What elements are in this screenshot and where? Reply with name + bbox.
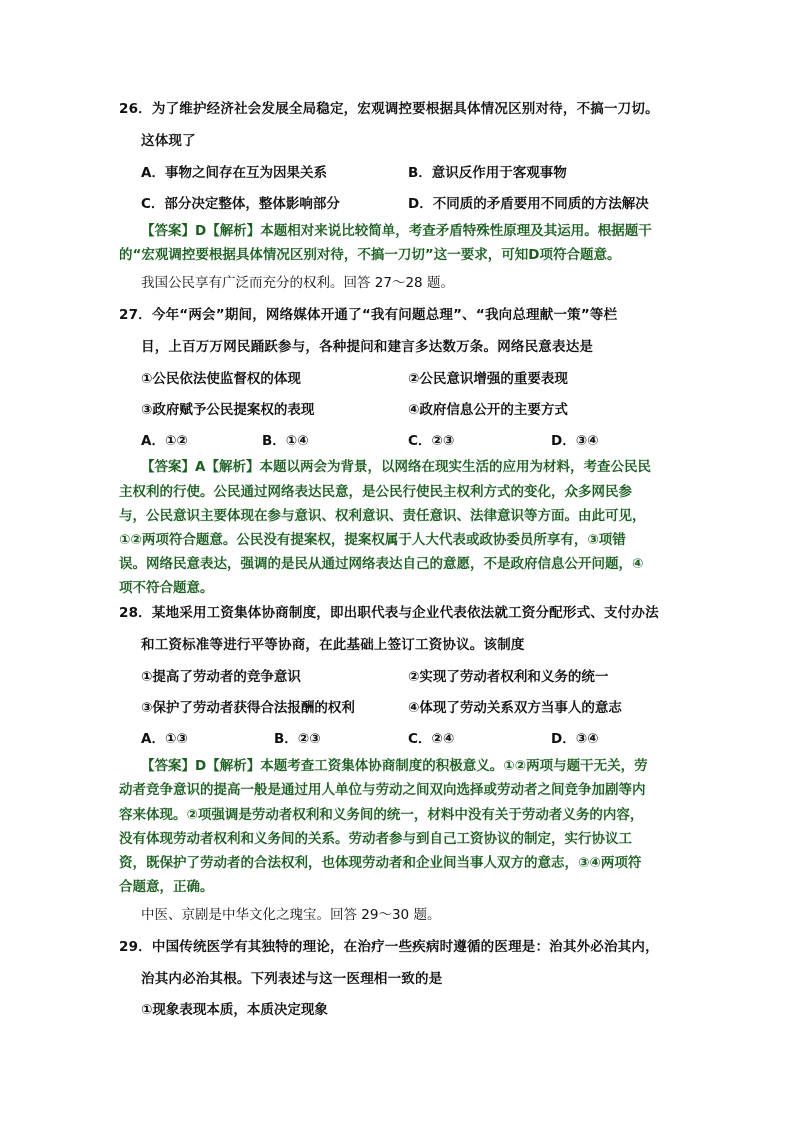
q28-answer-line-5: 资，既保护了劳动者的合法权利，也体现劳动者和企业间当事人双方的意志，③④两项符: [119, 855, 642, 871]
q28-answer-line-6: 合题意，正确。: [119, 879, 214, 895]
q28-statement-2: ②实现了劳动者权利和义务的统一: [408, 669, 609, 685]
q29-stem-line-1: 29．中国传统医学有其独特的理论，在治疗一些疾病时遵循的医理是：治其外必治其内，: [119, 939, 659, 955]
q28-statement-3: ③保护了劳动者获得合法报酬的权利: [141, 700, 355, 716]
q26-stem-line-1: 26．为了维护经济社会发展全局稳定，宏观调控要根据具体情况区别对待，不搞一刀切。: [119, 101, 659, 117]
q28-answer-line-4: 没有体现劳动者权利和义务间的关系。劳动者参与到自己工资协议的制定，实行协议工: [119, 831, 632, 847]
q26-option-b: B．意识反作用于客观事物: [408, 165, 567, 181]
intro-27-28: 我国公民享有广泛而充分的权利。回答 27～28 题。: [141, 275, 454, 291]
q28-option-d: D．③④: [551, 731, 599, 747]
q26-option-d: D．不同质的矛盾要用不同质的方法解决: [408, 196, 649, 212]
q28-stem-line-1: 28．某地采用工资集体协商制度，即出职代表与企业代表依法就工资分配形式、支付办法: [119, 605, 659, 621]
q26-option-a: A．事物之间存在互为因果关系: [141, 165, 327, 181]
q28-answer-line-3: 容来体现。②项强调是劳动者权利和义务间的统一，材料中没有关于劳动者义务的内容，: [119, 807, 644, 823]
q28-option-b: B．②③: [274, 731, 321, 747]
intro-29-30: 中医、京剧是中华文化之瑰宝。回答 29～30 题。: [141, 907, 441, 923]
q26-answer-line-1: 【答案】D【解析】本题相对来说比较简单，考查矛盾特殊性原理及其运用。根据题干: [141, 223, 652, 239]
q27-answer-line-1: 【答案】A【解析】本题以两会为背景，以网络在现实生活的应用为材料，考查公民民: [141, 459, 651, 475]
q26-stem-line-2: 这体现了: [141, 133, 196, 149]
q26-option-c: C．部分决定整体，整体影响部分: [141, 196, 340, 212]
q28-option-a: A．①③: [141, 731, 188, 747]
q27-option-d: D．③④: [551, 433, 599, 449]
q27-option-a: A．①②: [141, 433, 188, 449]
q29-statement-1: ①现象表现本质，本质决定现象: [141, 1002, 328, 1018]
q28-answer-line-2: 动者竞争意识的提高一般是通过用人单位与劳动之间双向选择或劳动者之间竞争加剧等内: [119, 782, 646, 798]
q27-option-c: C．②③: [408, 433, 455, 449]
q27-option-b: B．①④: [262, 433, 309, 449]
q28-statement-1: ①提高了劳动者的竞争意识: [141, 669, 301, 685]
q27-stem-line-2: 目，上百万万网民踊跃参与，各种提问和建言多达数万条。网络民意表达是: [141, 339, 594, 355]
q27-statement-1: ①公民依法使监督权的体现: [141, 371, 301, 387]
q27-statement-4: ④政府信息公开的主要方式: [408, 402, 568, 418]
q27-answer-line-6: 项不符合题意。: [119, 580, 214, 596]
q28-stem-line-2: 和工资标准等进行平等协商，在此基础上签订工资协议。该制度: [141, 637, 525, 653]
q29-stem-line-2: 治其内必治其根。下列表述与这一医理相一致的是: [141, 971, 443, 987]
q27-answer-line-3: 与，公民意识主要体现在参与意识、权利意识、责任意识、法律意识等方面。由此可见，: [119, 508, 646, 524]
q28-statement-4: ④体现了劳动关系双方当事人的意志: [408, 700, 622, 716]
q28-answer-line-1: 【答案】D【解析】本题考查工资集体协商制度的积极意义。①②两项与题干无关，劳: [141, 758, 648, 774]
q27-answer-line-2: 主权利的行使。公民通过网络表达民意，是公民行使民主权利方式的变化，众多网民参: [119, 484, 632, 500]
q27-answer-line-4: ①②两项符合题意。公民没有提案权，提案权属于人大代表或政协委员所享有，③项错: [119, 532, 626, 548]
q27-statement-2: ②公民意识增强的重要表现: [408, 371, 568, 387]
q27-answer-line-5: 误。网络民意表达，强调的是民从通过网络表达自己的意愿，不是政府信息公开问题，④: [119, 556, 644, 572]
q27-statement-3: ③政府赋予公民提案权的表现: [141, 402, 315, 418]
q26-answer-line-2: 的“宏观调控要根据具体情况区别对待，不搞一刀切”这一要求，可知D项符合题意。: [119, 247, 621, 263]
q27-stem-line-1: 27．今年“两会”期间，网络媒体开通了“我有问题总理”、“我向总理献一策”等栏: [119, 307, 618, 323]
q28-option-c: C．②④: [408, 731, 455, 747]
